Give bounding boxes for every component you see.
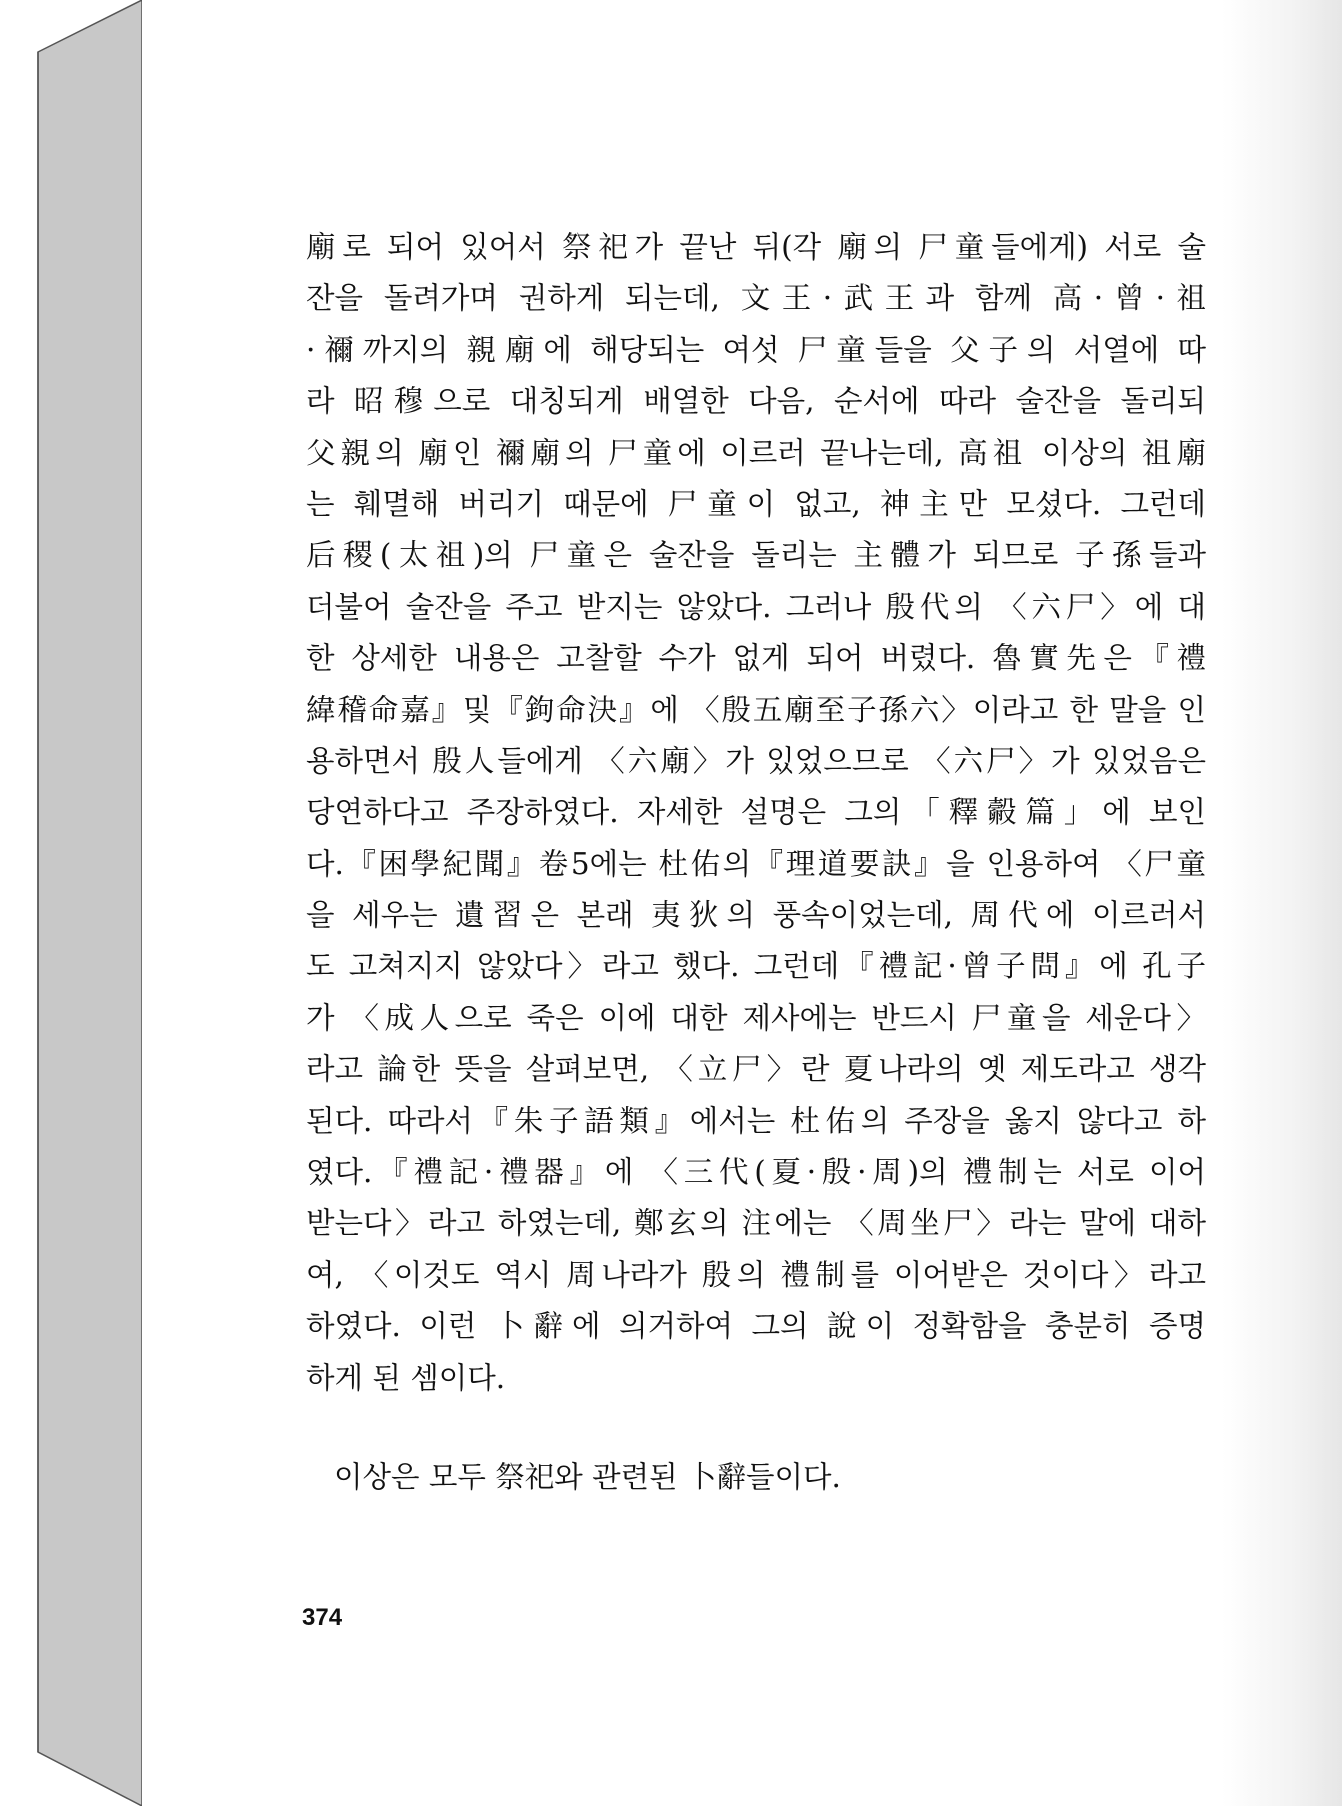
text-line: 緯稽命嘉』및『鉤命決』에 〈殷五廟至子孫六〉이라고 한 말을 인 xyxy=(306,692,1206,727)
book-page xyxy=(142,0,1342,1806)
text-line: 받는다〉라고 하였는데, 鄭玄의 注에는 〈周坐尸〉라는 말에 대하 xyxy=(306,1206,1206,1241)
text-line: 여, 〈이것도 역시 周나라가 殷의 禮制를 이어받은 것이다〉라고 xyxy=(306,1257,1206,1292)
text-line: 당연하다고 주장하였다. 자세한 설명은 그의「釋㲉篇」에 보인 xyxy=(306,795,1206,830)
text-line: 다.『困學紀聞』卷5에는 杜佑의『理道要訣』을 인용하여 〈尸童 xyxy=(306,846,1206,881)
text-line: 后稷(太祖)의 尸童은 술잔을 돌리는 主體가 되므로 子孫들과 xyxy=(306,538,1206,573)
text-line: 용하면서 殷人들에게 〈六廟〉가 있었으므로 〈六尸〉가 있었음은 xyxy=(306,743,1206,778)
text-line: 된다. 따라서『朱子語類』에서는 杜佑의 주장을 옳지 않다고 하 xyxy=(306,1103,1206,1138)
book-spine xyxy=(0,0,142,1806)
book-edge-shape xyxy=(0,0,142,1806)
page-number: 374 xyxy=(302,1604,343,1631)
text-line: 는 훼멸해 버리기 때문에 尸童이 없고, 神主만 모셨다. 그런데 xyxy=(306,486,1206,521)
text-line: 하게 된 셈이다. xyxy=(306,1360,506,1395)
closing-sentence: 이상은 모두 祭祀와 관련된 卜辭들이다. xyxy=(334,1460,841,1494)
text-line: 을 세우는 遺習은 본래 夷狄의 풍속이었는데, 周代에 이르러서 xyxy=(306,898,1206,933)
text-line: ·禰까지의 親廟에 해당되는 여섯 尸童들을 父子의 서열에 따 xyxy=(306,332,1206,367)
text-line: 廟로 되어 있어서 祭祀가 끝난 뒤(각 廟의 尸童들에게) 서로 술 xyxy=(306,230,1206,264)
text-line: 하였다. 이런 卜辭에 의거하여 그의 說이 정확함을 충분히 증명 xyxy=(306,1309,1206,1344)
body-paragraph xyxy=(306,222,1206,1404)
text-line: 도 고쳐지지 않았다〉라고 했다. 그런데『禮記·曾子問』에 孔子 xyxy=(306,949,1206,984)
text-line: 더불어 술잔을 주고 받지는 않았다. 그러나 殷代의 〈六尸〉에 대 xyxy=(306,589,1206,624)
text-line: 라 昭穆으로 대칭되게 배열한 다음, 순서에 따라 술잔을 돌리되 xyxy=(306,384,1206,419)
text-line: 父親의 廟인 禰廟의 尸童에 이르러 끝나는데, 高祖 이상의 祖廟 xyxy=(306,435,1206,470)
text-line: 였다.『禮記·禮器』에 〈三代(夏·殷·周)의 禮制는 서로 이어 xyxy=(306,1155,1206,1190)
text-line: 라고 論한 뜻을 살펴보면, 〈立尸〉란 夏나라의 옛 제도라고 생각 xyxy=(306,1052,1206,1087)
text-line: 한 상세한 내용은 고찰할 수가 없게 되어 버렸다. 魯實先은『禮 xyxy=(306,641,1206,676)
text-line: 잔을 돌려가며 권하게 되는데, 文王·武王과 함께 高·曾·祖 xyxy=(306,281,1206,316)
text-line: 가 〈成人으로 죽은 이에 대한 제사에는 반드시 尸童을 세운다〉 xyxy=(306,1000,1206,1035)
